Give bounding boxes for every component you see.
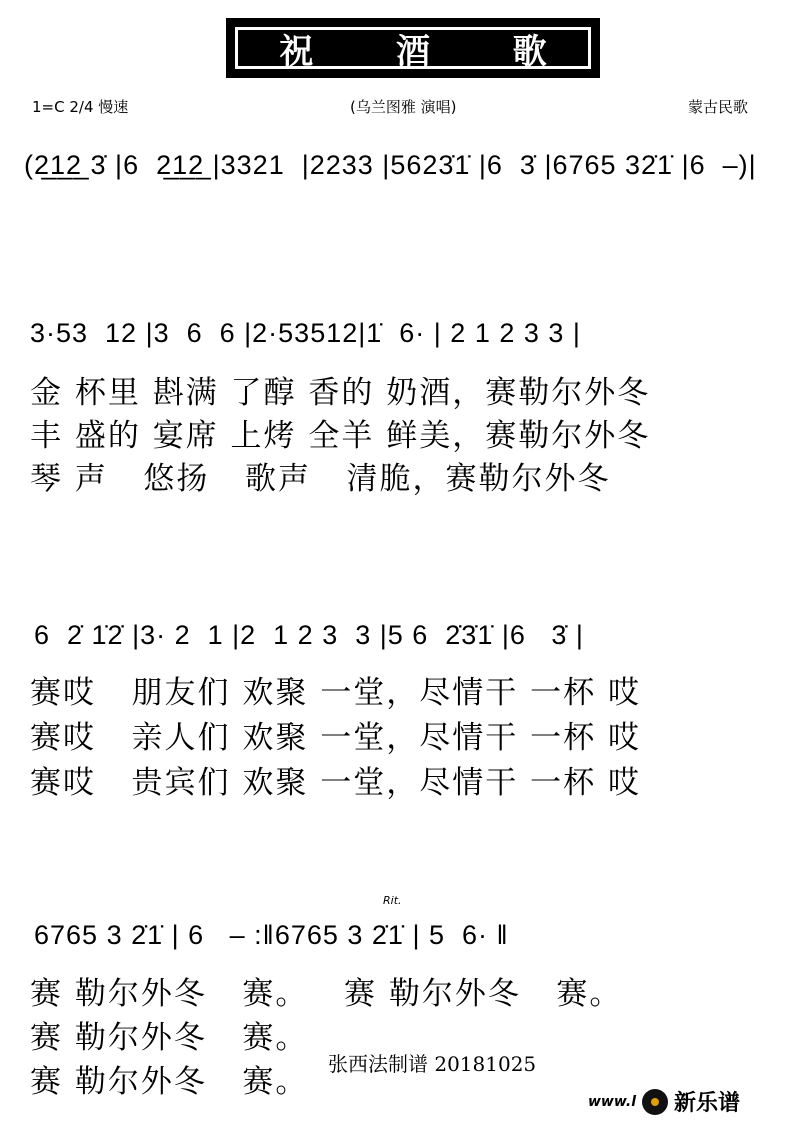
system-1-lyric-verse-3: 琴 声 悠扬 歌声 清脆，赛勒尔外冬 [30,461,611,497]
arranger-credit: 张西法制谱 20181025 [328,1052,537,1076]
system-2-lyric-verse-2: 赛哎 亲人们 欢聚 一堂，尽情干 一杯 哎 [30,720,641,756]
title-char-3: 歌 [512,31,547,72]
system-1-notation: 3·53 12 |3 6 6 |2·53512|1̇ 6· | 2 1 2 3 3 | [30,318,581,348]
system-3-notation: 6765 3 2̇1̇ | 6 – :‖6765 3 2̇1̇ | 5 6· ‖ [34,920,509,950]
record-disc-icon [642,1089,668,1115]
genre: 蒙古民歌 [688,98,749,116]
system-3-lyric-verse-2: 赛 勒尔外冬 赛。 [30,1020,309,1056]
ritardando-mark: Rit. [383,894,402,907]
key-tempo: 1=C 2/4 慢速 [32,98,129,116]
title-frame [226,18,600,78]
system-2-notation: 6 2̇ 1̇2̇ |3· 2 1 |2 1 2 3 3 |5 6 2̇3̇1̇ |6 3̇ | [34,620,584,650]
system-1-lyric-verse-2: 丰 盛的 宴席 上烤 全羊 鲜美，赛勒尔外冬 [30,418,651,454]
intro-notation: (2̲1̲2̲ 3̇ |6 2̲1̲2̲ |3321 |2233 |5623̇1̇ |6 3̇ |6765 32̇1̇ |6 –)| [24,150,757,180]
system-2-lyric-verse-3: 赛哎 贵宾们 欢聚 一堂，尽情干 一杯 哎 [30,765,641,801]
system-2-lyric-verse-1: 赛哎 朋友们 欢聚 一堂，尽情干 一杯 哎 [30,675,641,711]
site-brand: 新乐谱 [674,1091,741,1116]
title-char-1: 祝 [279,31,314,72]
performer: (乌兰图雅 演唱) [350,98,457,116]
system-1-lyric-verse-1: 金 杯里 斟满 了醇 香的 奶酒，赛勒尔外冬 [30,375,651,411]
system-3-lyric-verse-1: 赛 勒尔外冬 赛。 赛 勒尔外冬 赛。 [30,976,623,1012]
site-logo [588,1086,740,1117]
site-url: www.l [588,1093,637,1110]
system-3-lyric-verse-3: 赛 勒尔外冬 赛。 [30,1064,309,1100]
title-char-2: 酒 [395,31,430,72]
